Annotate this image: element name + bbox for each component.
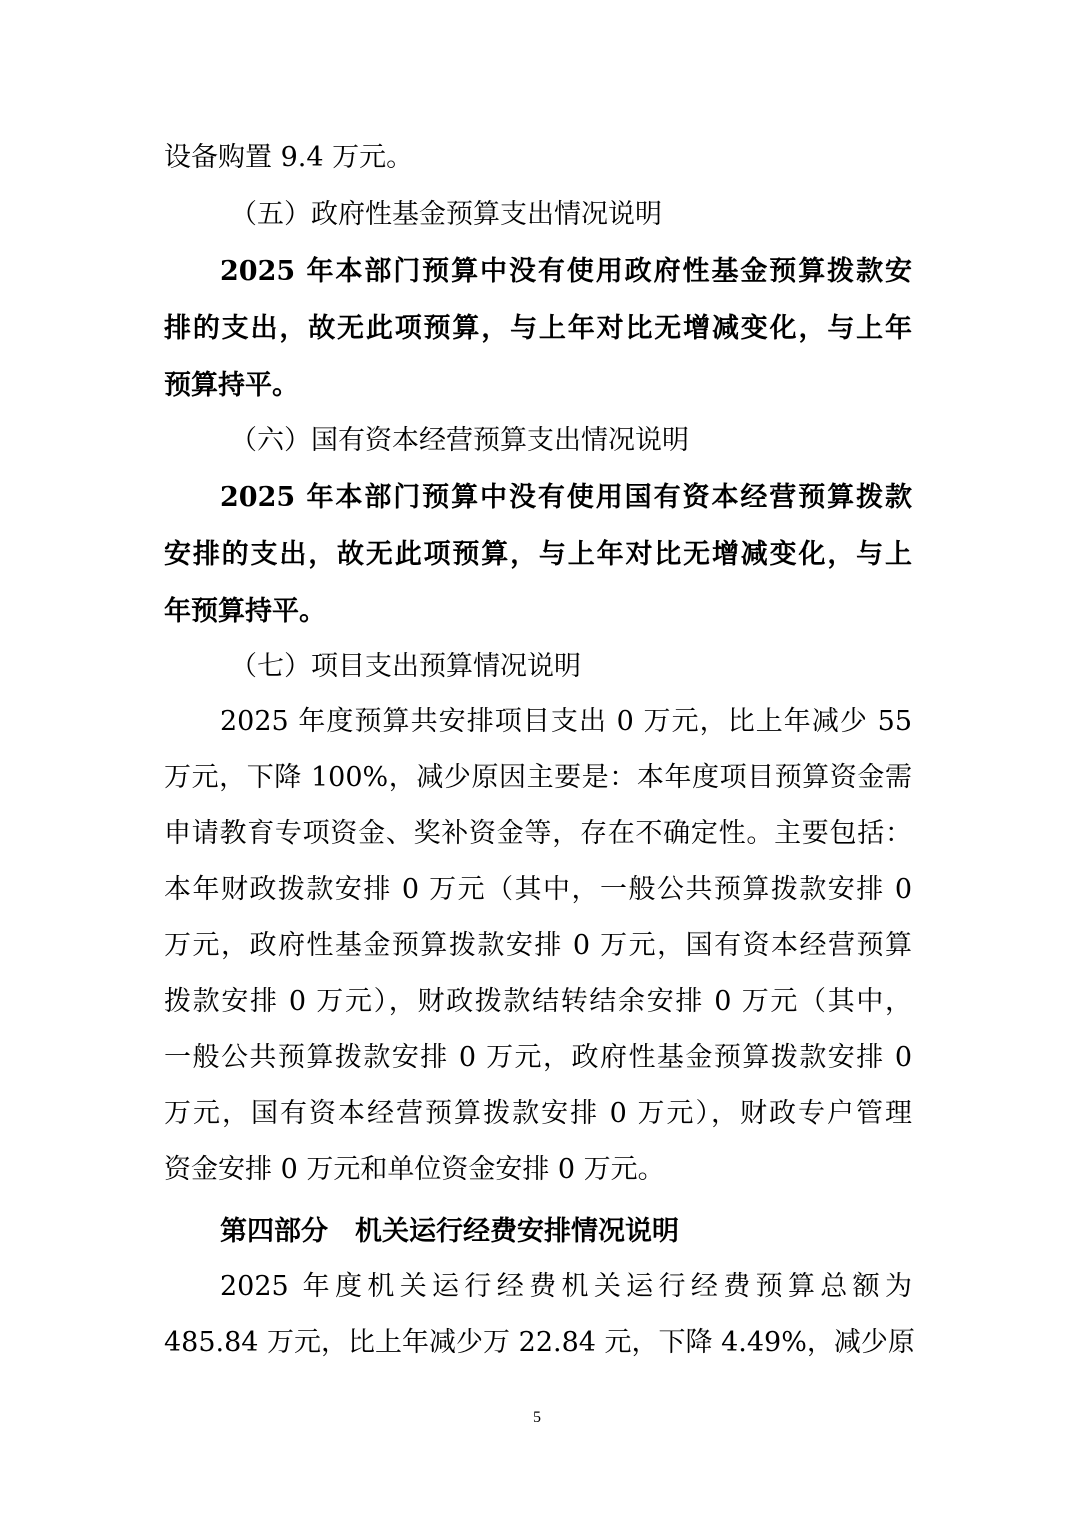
text-line: 2025 年本部门预算中没有使用国有资本经营预算拨款 bbox=[220, 482, 912, 513]
text-line: 万元，政府性基金预算拨款安排 0 万元，国有资本经营预算 bbox=[164, 930, 912, 961]
text-line: 安排的支出，故无此项预算，与上年对比无增减变化，与上 bbox=[164, 539, 912, 570]
text-line: 年预算持平。 bbox=[164, 596, 326, 627]
part-heading: 第四部分 机关运行经费安排情况说明 bbox=[220, 1216, 679, 1247]
page-number: 5 bbox=[533, 1409, 541, 1426]
text-line: 设备购置 9.4 万元。 bbox=[164, 142, 414, 173]
text-line: 2025 年度预算共安排项目支出 0 万元，比上年减少 55 bbox=[220, 706, 912, 737]
text-line: 拨款安排 0 万元），财政拨款结转结余安排 0 万元（其中， bbox=[164, 986, 912, 1017]
text-line: 排的支出，故无此项预算，与上年对比无增减变化，与上年 bbox=[164, 313, 912, 344]
text-line: 一般公共预算拨款安排 0 万元，政府性基金预算拨款安排 0 bbox=[164, 1042, 912, 1073]
section-heading: （七）项目支出预算情况说明 bbox=[230, 651, 581, 682]
text-line: 申请教育专项资金、奖补资金等，存在不确定性。主要包括： bbox=[164, 818, 912, 849]
section-heading: （五）政府性基金预算支出情况说明 bbox=[230, 199, 662, 230]
text-line: 万元，下降 100%，减少原因主要是：本年度项目预算资金需 bbox=[164, 762, 912, 793]
text-line: 万元，国有资本经营预算拨款安排 0 万元），财政专户管理 bbox=[164, 1098, 912, 1129]
section-heading: （六）国有资本经营预算支出情况说明 bbox=[230, 425, 689, 456]
text-line: 预算持平。 bbox=[164, 370, 299, 401]
text-line: 485.84 万元，比上年减少万 22.84 元，下降 4.49%，减少原 bbox=[164, 1327, 915, 1358]
text-line: 2025 年本部门预算中没有使用政府性基金预算拨款安 bbox=[220, 256, 912, 287]
text-line: 本年财政拨款安排 0 万元（其中，一般公共预算拨款安排 0 bbox=[164, 874, 912, 905]
text-line: 资金安排 0 万元和单位资金安排 0 万元。 bbox=[164, 1154, 665, 1185]
text-line: 2025 年度机关运行经费机关运行经费预算总额为 bbox=[220, 1271, 912, 1302]
